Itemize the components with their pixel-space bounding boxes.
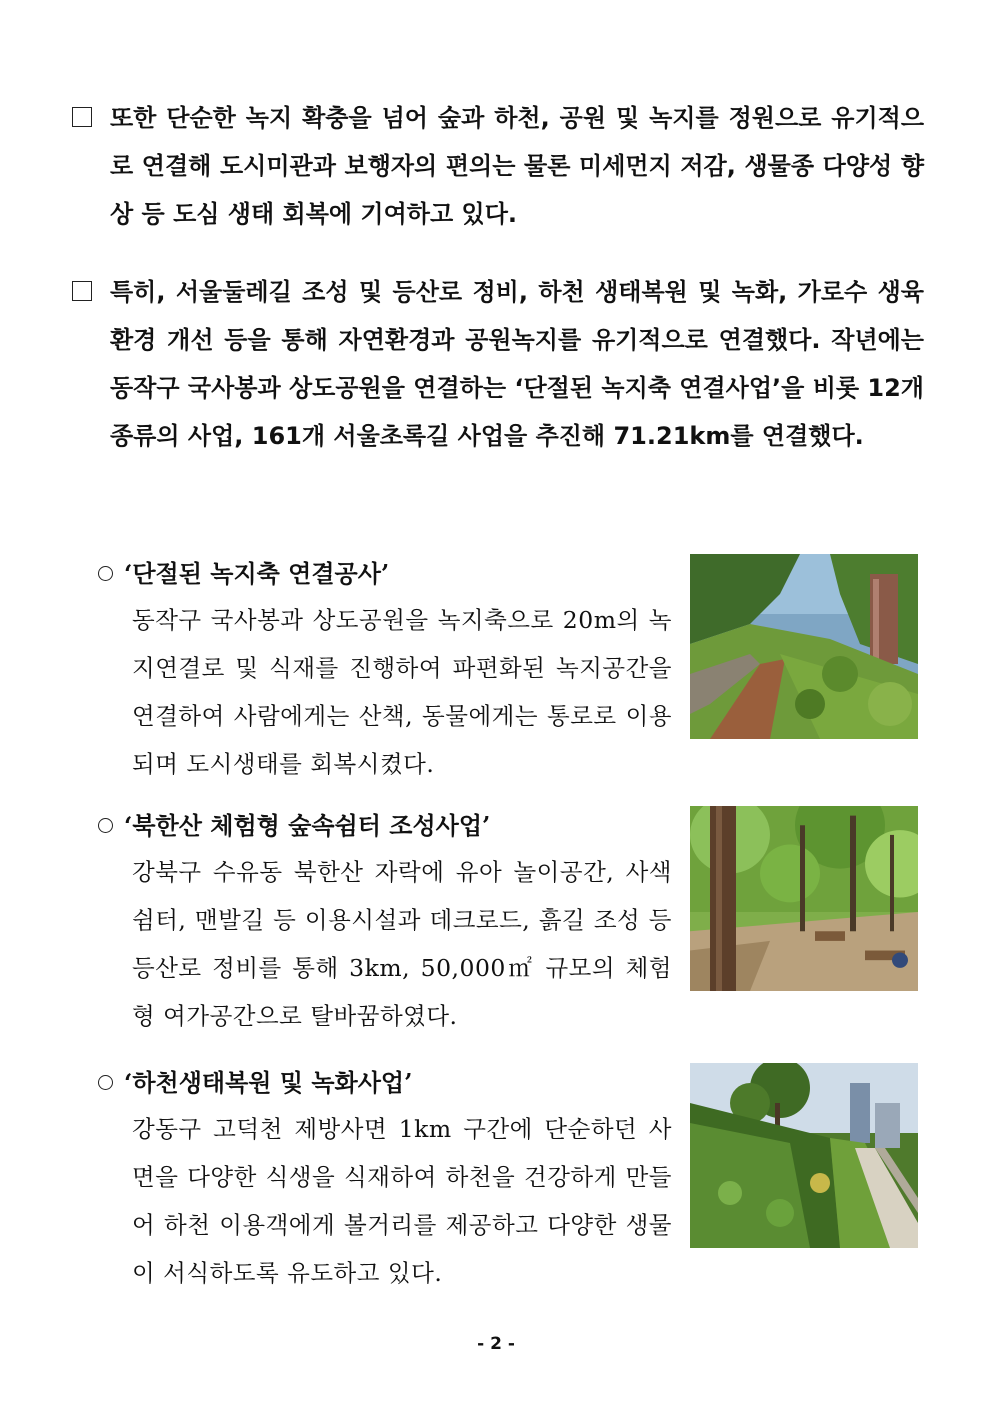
stream-bank-photo: [690, 1063, 918, 1248]
park-path-photo: [690, 554, 918, 739]
circle-bullet-icon: [98, 566, 113, 581]
paragraph-text: 특히, 서울둘레길 조성 및 등산로 정비, 하천 생태복원 및 녹화, 가로수 생육환경 개선 등을 통해 자연환경과 공원녹지를 유기적으로 연결했다. 작년에는 동작구 국사봉과 상도공원을 연결하는 ‘단절된 녹지축 연결사업’을 비롯 12개 종류의 사업, 161개 서울초록길 사업을 추진해 71.21km를 연결했다.: [110, 278, 924, 450]
paragraph-text: 또한 단순한 녹지 확충을 넘어 숲과 하천, 공원 및 녹지를 정원으로 유기적으로 연결해 도시미관과 보행자의 편의는 물론 미세먼지 저감, 생물종 다양성 향상 등 도심 생태 회복에 기여하고 있다.: [110, 104, 924, 228]
project-title: ‘하천생태복원 및 녹화사업’: [124, 1068, 413, 1097]
square-bullet-icon: [72, 281, 92, 301]
project-description: 강북구 수유동 북한산 자락에 유아 놀이공간, 사색쉼터, 맨발길 등 이용시설과 데크로드, 흙길 조성 등 등산로 정비를 통해 3km, 50,000㎡ 규모의 체험형 여가공간으로 탈바꿈하였다.: [132, 858, 672, 1030]
paragraph-2: [72, 268, 924, 460]
square-bullet-icon: [72, 107, 92, 127]
circle-bullet-icon: [98, 818, 113, 833]
paragraph-1: [72, 94, 924, 238]
forest-shelter-photo: [690, 806, 918, 991]
page-number: - 2 -: [477, 1334, 515, 1354]
circle-bullet-icon: [98, 1075, 113, 1090]
project-title: ‘단절된 녹지축 연결공사’: [124, 559, 390, 588]
project-title: ‘북한산 체험형 숲속쉼터 조성사업’: [124, 811, 491, 840]
project-description: 강동구 고덕천 제방사면 1km 구간에 단순하던 사면을 다양한 식생을 식재하여 하천을 건강하게 만들어 하천 이용객에게 볼거리를 제공하고 다양한 생물이 서식하도록 유도하고 있다.: [132, 1115, 672, 1287]
project-description: 동작구 국사봉과 상도공원을 녹지축으로 20m의 녹지연결로 및 식재를 진행하여 파편화된 녹지공간을 연결하여 사람에게는 산책, 동물에게는 통로로 이용되며 도시생태를 회복시켰다.: [132, 606, 672, 778]
